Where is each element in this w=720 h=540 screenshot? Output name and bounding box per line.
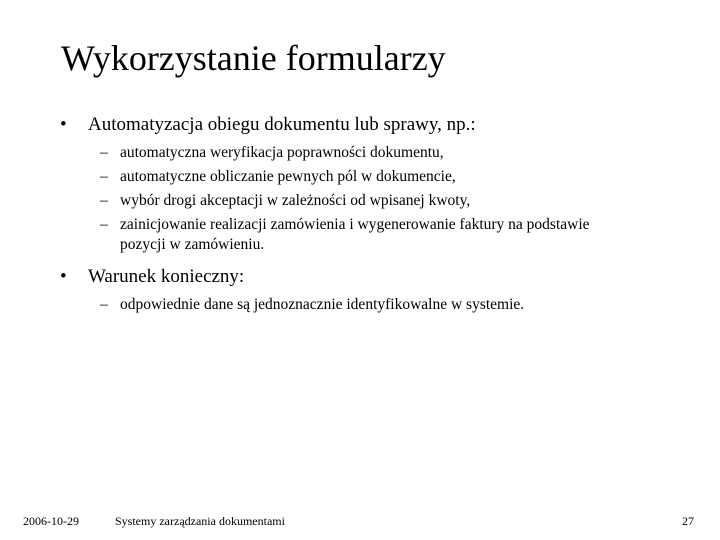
- bullet-marker: •: [60, 114, 67, 135]
- sub-item-text: odpowiednie dane są jednoznacznie identyfikowalne w systemie.: [120, 296, 525, 313]
- bullet-marker: •: [60, 266, 67, 287]
- dash-marker: –: [100, 192, 108, 209]
- dash-marker: –: [100, 216, 108, 233]
- bullet-text: Warunek konieczny:: [88, 266, 245, 287]
- sub-item-text: automatyczna weryfikacja poprawności dokumentu,: [120, 144, 444, 161]
- sub-item-text: wybór drogi akceptacji w zależności od wpisanej kwoty,: [120, 192, 471, 209]
- dash-marker: –: [100, 144, 108, 161]
- sub-item-text: zainicjowanie realizacji zamówienia i wygenerowanie faktury na podstawie pozycji w zamówieniu.: [120, 216, 590, 253]
- dash-marker: –: [100, 296, 108, 313]
- footer-page-number: 27: [682, 514, 694, 528]
- sub-item-text: automatyczne obliczanie pewnych pól w dokumencie,: [120, 168, 456, 185]
- footer-date: 2006-10-29: [23, 514, 79, 528]
- bullet-text: Automatyzacja obiegu dokumentu lub sprawy, np.:: [88, 114, 476, 135]
- footer-course-title: Systemy zarządzania dokumentami: [115, 514, 285, 528]
- slide-title: Wykorzystanie formularzy: [61, 38, 446, 78]
- dash-marker: –: [100, 168, 108, 185]
